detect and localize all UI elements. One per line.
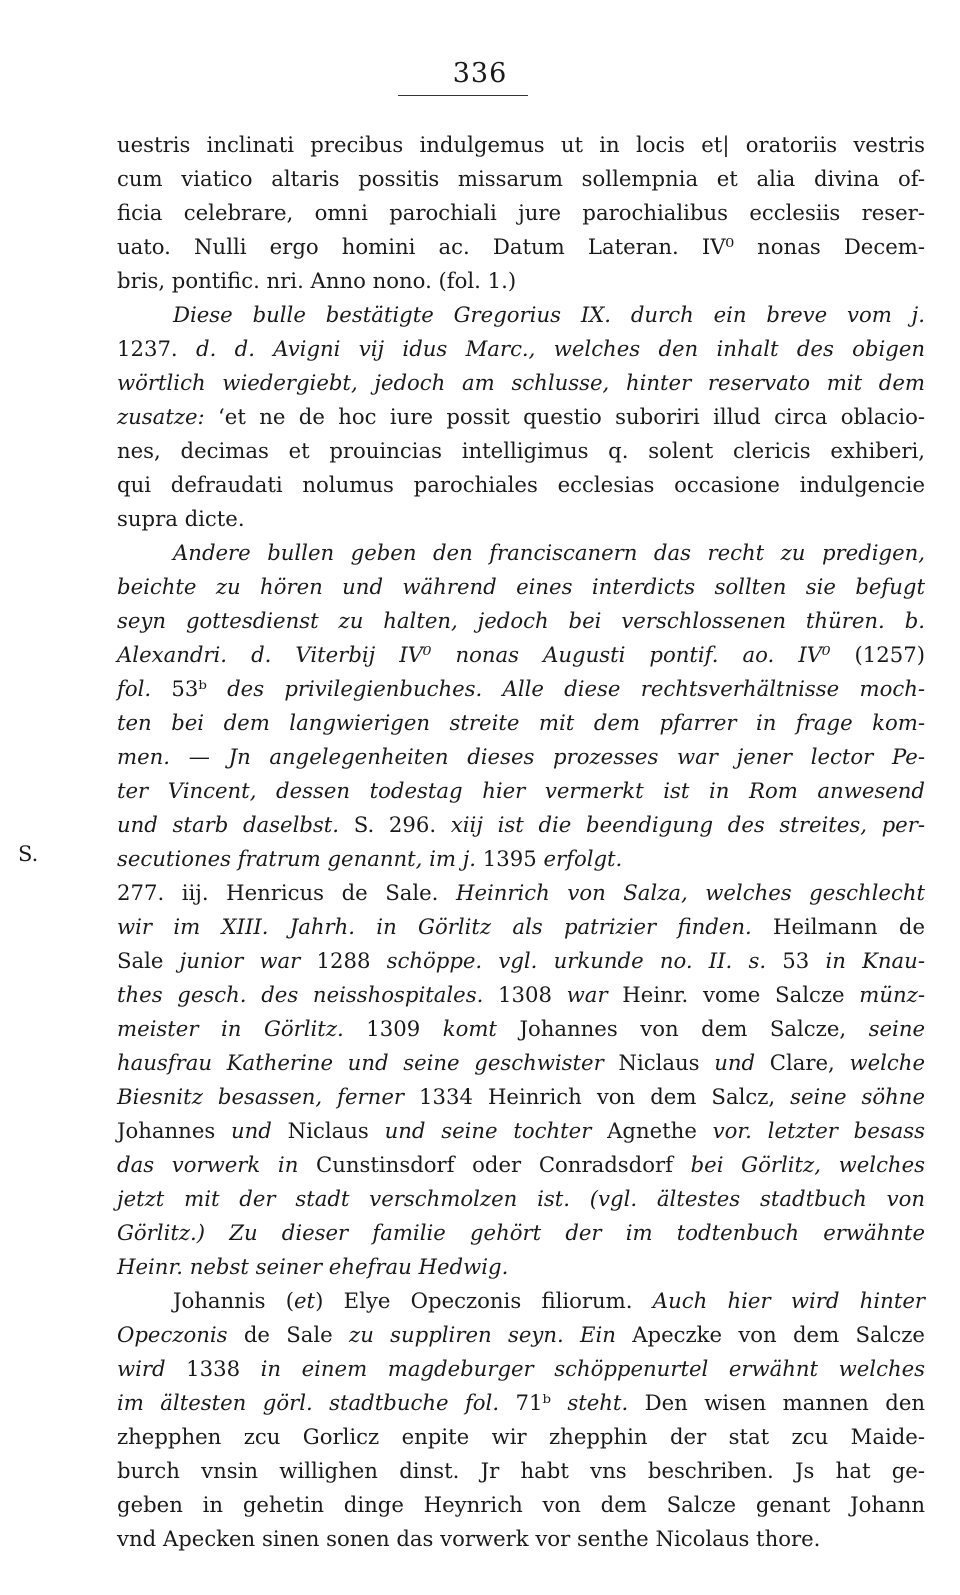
text-segment: Niclaus: [618, 1050, 715, 1075]
text-segment: komt: [442, 1016, 520, 1041]
text-segment: ter Vincent, dessen todestag hier vermerkt ist in Rom anwesend: [117, 778, 925, 803]
text-segment: 1237.: [117, 336, 196, 361]
text-segment: | oratoriis vestris: [722, 132, 925, 157]
text-segment: und seine tochter: [384, 1118, 608, 1143]
text-segment: ten bei dem langwierigen streite mit dem pfarrer in frage kom-: [117, 710, 925, 735]
text-segment: Johannes: [117, 1118, 232, 1143]
text-line: [117, 1182, 925, 1216]
text-segment: qui defraudati nolumus parochiales ecclesias occasione indulgencie: [117, 472, 925, 497]
text-segment: thes gesch. des neisshospitales.: [117, 982, 499, 1007]
text-line: [117, 808, 925, 842]
text-segment: hausfrau Katherine und seine geschwister: [117, 1050, 619, 1075]
text-segment: steht.: [567, 1390, 645, 1415]
text-line: [117, 1080, 925, 1114]
text-segment: Heinr. vome Salcze: [622, 982, 860, 1007]
text-segment: uestris inclinati precibus indulgemus ut in locis et: [117, 132, 723, 157]
text-line: [117, 672, 925, 706]
text-segment: seyn gottesdienst zu halten, jedoch bei verschlossenen thüren. b.: [117, 608, 925, 633]
text-line: [117, 1454, 925, 1488]
text-line: [117, 332, 925, 366]
text-line: [117, 298, 925, 332]
text-segment: secutiones fratrum genannt, im j.: [117, 846, 483, 871]
text-segment: (1257): [830, 642, 925, 667]
text-segment: men. — Jn angelegenheiten dieses prozesses war jener lector Pe-: [117, 744, 925, 769]
text-segment: 1309: [366, 1016, 443, 1041]
text-segment: 1334 Heinrich von dem Salcz,: [419, 1084, 791, 1109]
text-line: [117, 1284, 925, 1318]
text-line: [117, 1386, 925, 1420]
text-segment: Apeczke von dem Salcze: [632, 1322, 925, 1347]
side-marker: S.: [18, 842, 39, 866]
text-line: [117, 604, 925, 638]
text-segment: Clare,: [769, 1050, 850, 1075]
page-number: 336: [452, 58, 508, 89]
text-line: [117, 978, 925, 1012]
text-segment: Johannis (: [173, 1288, 295, 1313]
text-segment: d. d. Avigni vij idus Marc., welches den inhalt des obigen: [196, 336, 926, 361]
text-segment: war: [566, 982, 623, 1007]
text-segment: Heinrich von Salza, welches geschlecht: [455, 880, 925, 905]
text-segment: supra dicte.: [117, 506, 245, 531]
text-line: [117, 706, 925, 740]
text-segment: münz-: [859, 982, 925, 1007]
text-line: [117, 1488, 925, 1522]
text-line: [117, 502, 925, 536]
text-line: [117, 366, 925, 400]
text-segment: fol.: [117, 676, 172, 701]
text-segment: welche: [849, 1050, 925, 1075]
text-segment: Johannes von dem Salcze,: [519, 1016, 869, 1041]
body-text: [117, 128, 925, 1556]
text-segment: wir im XIII. Jahrh. in Görlitz als patrizier finden.: [117, 914, 774, 939]
text-segment: burch vnsin willighen dinst. Jr habt vns beschriben. Js hat ge-: [117, 1458, 925, 1483]
text-segment: schöppe. vgl. urkunde no. II. s.: [386, 948, 783, 973]
text-line: [117, 230, 925, 264]
text-line: [117, 264, 925, 298]
text-line: [117, 536, 925, 570]
text-line: [117, 1352, 925, 1386]
text-line: [117, 1046, 925, 1080]
text-segment: junior war: [179, 948, 317, 973]
text-segment: Niclaus: [287, 1118, 385, 1143]
text-segment: bei Görlitz, welches: [690, 1152, 925, 1177]
text-line: [117, 1148, 925, 1182]
text-segment: erfolgt.: [543, 846, 623, 871]
text-segment: bris, pontific. nri. Anno nono. (fol. 1.): [117, 268, 517, 293]
text-segment: 71ᵇ: [515, 1390, 568, 1415]
text-segment: in Knau-: [825, 948, 925, 973]
text-line: [117, 1114, 925, 1148]
text-segment: zu suppliren seyn. Ein: [349, 1322, 633, 1347]
text-line: [117, 128, 925, 162]
text-segment: Diese bulle bestätigte Gregorius IX. durch ein breve vom j.: [173, 302, 925, 327]
text-segment: und: [231, 1118, 288, 1143]
text-segment: geben in gehetin dinge Heynrich von dem Salcze genant Johann: [117, 1492, 925, 1517]
text-line: [117, 1012, 925, 1046]
text-line: [117, 1420, 925, 1454]
text-segment: de Sale: [243, 1322, 350, 1347]
text-segment: beichte zu hören und während eines interdicts sollten sie befugt: [117, 574, 925, 599]
text-segment: zusatze:: [117, 404, 219, 429]
text-segment: in einem magdeburger schöppenurtel erwähnt welches: [260, 1356, 925, 1381]
text-segment: Heilmann de: [773, 914, 925, 939]
text-line: [117, 468, 925, 502]
text-segment: S. 296.: [353, 812, 451, 837]
text-line: [117, 910, 925, 944]
text-segment: das vorwerk in: [117, 1152, 317, 1177]
text-segment: 277. iij. Henricus de Sale.: [117, 880, 456, 905]
text-segment: ficia celebrare, omni parochiali jure parochialibus ecclesiis reser-: [117, 200, 925, 225]
text-segment: zhepphen zcu Gorlicz enpite wir zhepphin der stat zcu Maide-: [117, 1424, 925, 1449]
text-segment: 53ᵇ: [171, 676, 228, 701]
text-segment: Görlitz.) Zu dieser familie gehört der im todtenbuch erwähnte: [117, 1220, 925, 1245]
text-segment: nes, decimas et prouincias intelligimus q. solent clericis exhiberi,: [117, 438, 925, 463]
text-line: [117, 842, 925, 876]
text-segment: wörtlich wiedergiebt, jedoch am schlusse, hinter reservato mit dem: [117, 370, 925, 395]
text-segment: Biesnitz besassen, ferner: [117, 1084, 420, 1109]
text-segment: des privilegienbuches. Alle diese rechtsverhältnisse moch-: [227, 676, 925, 701]
text-segment: Andere bullen geben den franciscanern das recht zu predigen,: [173, 540, 925, 565]
text-line: [117, 1522, 925, 1556]
text-segment: 53: [782, 948, 826, 973]
text-segment: meister in Görlitz.: [117, 1016, 367, 1041]
header-rule: [398, 95, 528, 96]
text-segment: 1395: [482, 846, 544, 871]
text-segment: im ältesten görl. stadtbuche fol.: [117, 1390, 516, 1415]
text-segment: Opeczonis: [117, 1322, 244, 1347]
text-line: [117, 774, 925, 808]
text-segment: jetzt mit der stadt verschmolzen ist. (vgl. ältestes stadtbuch von: [117, 1186, 925, 1211]
text-segment: Cunstinsdorf oder Conradsdorf: [316, 1152, 691, 1177]
text-line: [117, 162, 925, 196]
text-segment: ) Elye Opeczonis filiorum.: [315, 1288, 653, 1313]
text-segment: ‘et ne de hoc iure possit questio suboriri illud circa oblacio-: [218, 404, 925, 429]
text-line: [117, 638, 925, 672]
text-segment: 1338: [186, 1356, 261, 1381]
text-segment: vor. letzter besass: [712, 1118, 925, 1143]
text-line: [117, 1216, 925, 1250]
text-segment: et: [294, 1288, 316, 1313]
text-line: [117, 1250, 925, 1284]
text-segment: seine söhne: [790, 1084, 925, 1109]
text-segment: Agnethe: [607, 1118, 713, 1143]
text-segment: 1308: [498, 982, 567, 1007]
text-segment: wird: [117, 1356, 187, 1381]
text-line: [117, 944, 925, 978]
text-segment: und starb daselbst.: [117, 812, 354, 837]
text-line: [117, 434, 925, 468]
text-segment: vnd Apecken sinen sonen das vorwerk vor senthe Nicolaus thore.: [117, 1526, 821, 1551]
text-segment: Auch hier wird hinter: [652, 1288, 925, 1313]
text-segment: uato. Nulli ergo homini ac. Datum Lateran. IV⁰ nonas Decem-: [117, 234, 925, 259]
text-segment: und: [714, 1050, 770, 1075]
text-line: [117, 196, 925, 230]
text-segment: Sale: [117, 948, 180, 973]
text-line: [117, 740, 925, 774]
text-segment: cum viatico altaris possitis missarum sollempnia et alia divina of-: [117, 166, 925, 191]
text-line: [117, 400, 925, 434]
text-line: [117, 876, 925, 910]
text-segment: seine: [868, 1016, 925, 1041]
text-segment: 1288: [316, 948, 387, 973]
text-line: [117, 570, 925, 604]
text-segment: Heinr. nebst seiner ehefrau Hedwig.: [117, 1254, 509, 1279]
text-line: [117, 1318, 925, 1352]
text-segment: Alexandri. d. Viterbij IV⁰ nonas Augusti pontif. ao. IV⁰: [117, 642, 831, 667]
text-segment: xiij ist die beendigung des streites, per-: [450, 812, 926, 837]
text-segment: Den wisen mannen den: [644, 1390, 926, 1415]
